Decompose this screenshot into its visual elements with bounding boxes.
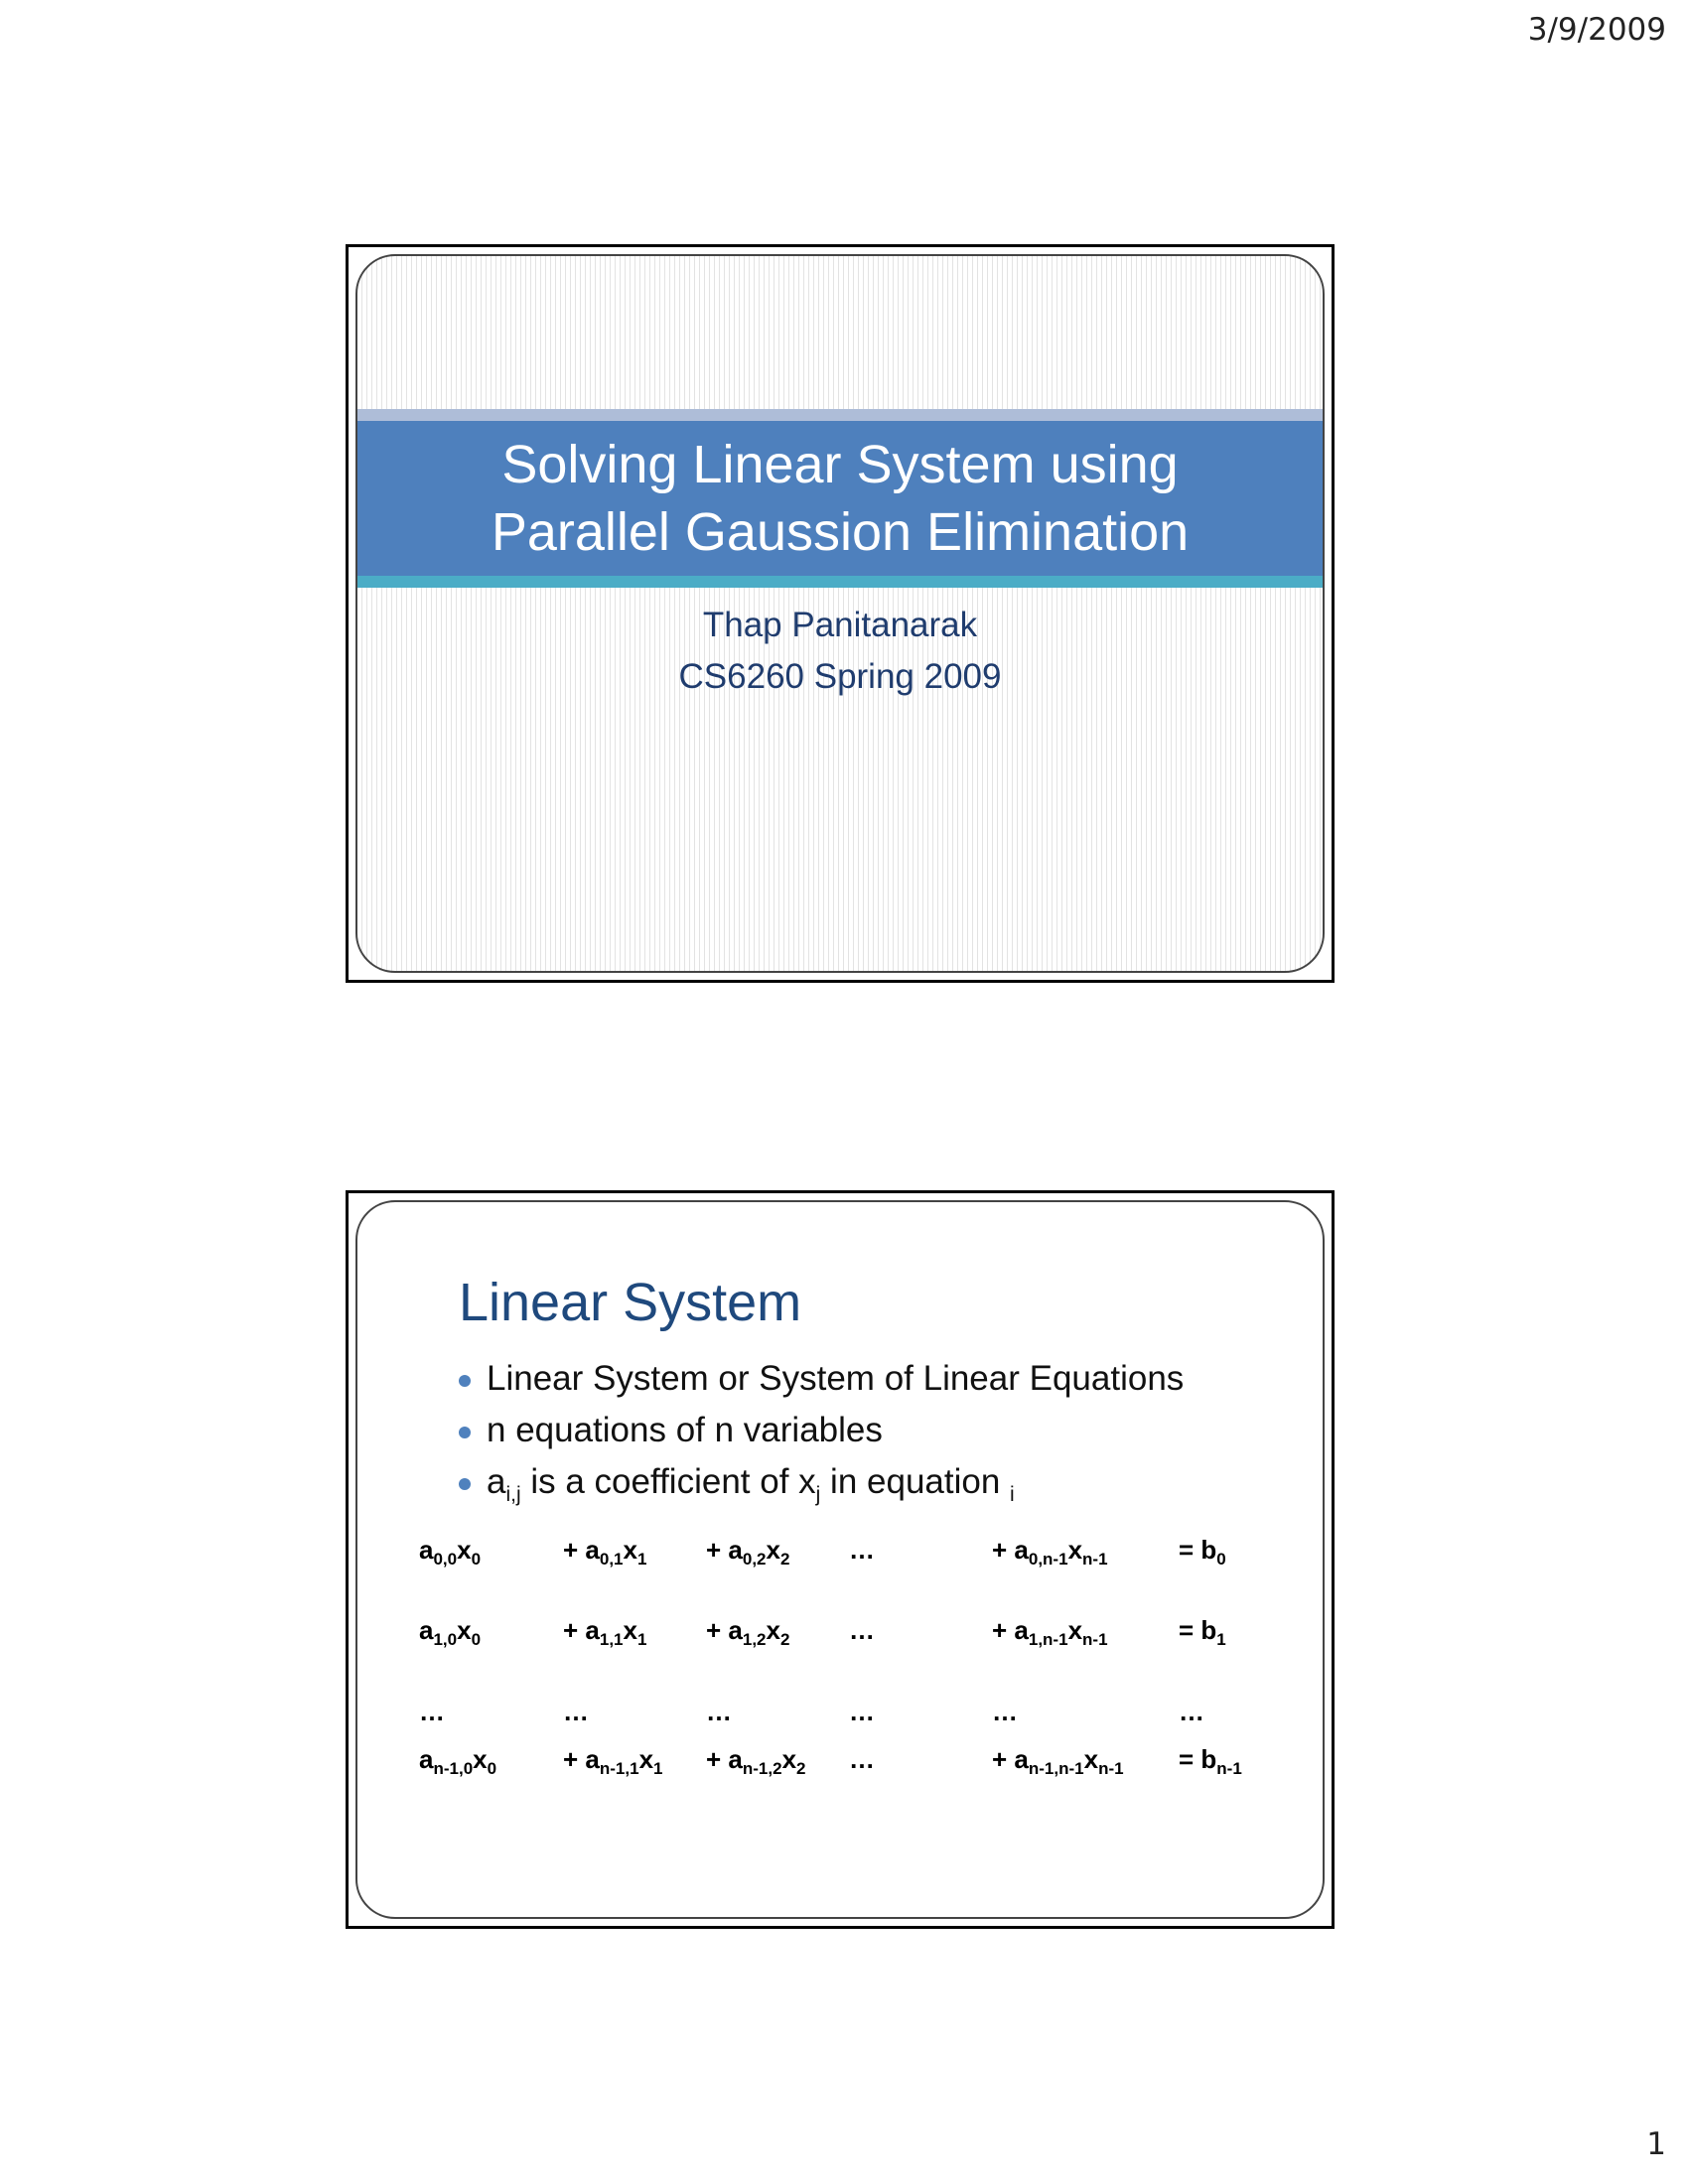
slide-title-line-1: Solving Linear System using [501,435,1179,494]
equation-term: + $a_{0,n-1}x_{n-1}$ [992,1535,1108,1570]
slide-1 [346,244,1335,983]
course-name: CS6260 Spring 2009 [678,657,1002,696]
equation-term: … [706,1697,732,1726]
equation-term: + $a_{1,2}x_2$ [706,1615,790,1650]
equation-term: + $a_{1,n-1}x_{n-1}$ [992,1615,1108,1650]
header-date: 3/9/2009 [1527,12,1666,48]
bullet-text: $a_{i,j}$ is a coefficient of $x_j$ in equation $_i$ [487,1462,1015,1506]
author-name: Thap Panitanarak [702,606,978,644]
equation-term: … [419,1697,445,1726]
slide-2-background [355,1200,1325,1919]
equation-term: … [849,1697,875,1726]
title-band-bottom-stripe [357,576,1323,588]
slide-title-line-2: Parallel Gaussion Elimination [491,502,1190,562]
equation-term: … [849,1744,875,1774]
title-band-top-stripe [357,409,1323,421]
equation-term: = $b_{n-1}$ [1179,1744,1242,1779]
equation-term: = $b_0$ [1179,1535,1226,1570]
slide-subtitle [357,600,1323,703]
equation-term: … [1179,1697,1204,1726]
equation-term: = $b_1$ [1179,1615,1226,1650]
equation-term: + $a_{1,1}x_1$ [563,1615,647,1650]
equation-term: … [992,1697,1018,1726]
equation-term: + $a_{0,1}x_1$ [563,1535,647,1570]
equation-term: + $a_{n-1,2}x_2$ [706,1744,806,1779]
equation-term: $a_{1,0}x_0$ [419,1615,482,1650]
bullet-text: n equations of n variables [487,1411,883,1449]
slide-heading: Linear System [459,1273,802,1332]
equation-term: + $a_{n-1,n-1}x_{n-1}$ [992,1744,1124,1779]
equation-term: … [563,1697,589,1726]
bullet-text: Linear System or System of Linear Equations [487,1359,1185,1398]
equation-grid [357,1202,1323,1917]
slide-2 [346,1190,1335,1929]
equation-term: … [849,1535,875,1565]
equation-term: $a_{0,0}x_0$ [419,1535,482,1570]
equation-term: $a_{n-1,0}x_0$ [419,1744,497,1779]
page-number: 1 [1646,2126,1666,2162]
title-band [357,421,1323,576]
slide-1-background [355,254,1325,973]
equation-term: + $a_{0,2}x_2$ [706,1535,790,1570]
equation-term: + $a_{n-1,1}x_1$ [563,1744,663,1779]
equation-term: … [849,1615,875,1645]
